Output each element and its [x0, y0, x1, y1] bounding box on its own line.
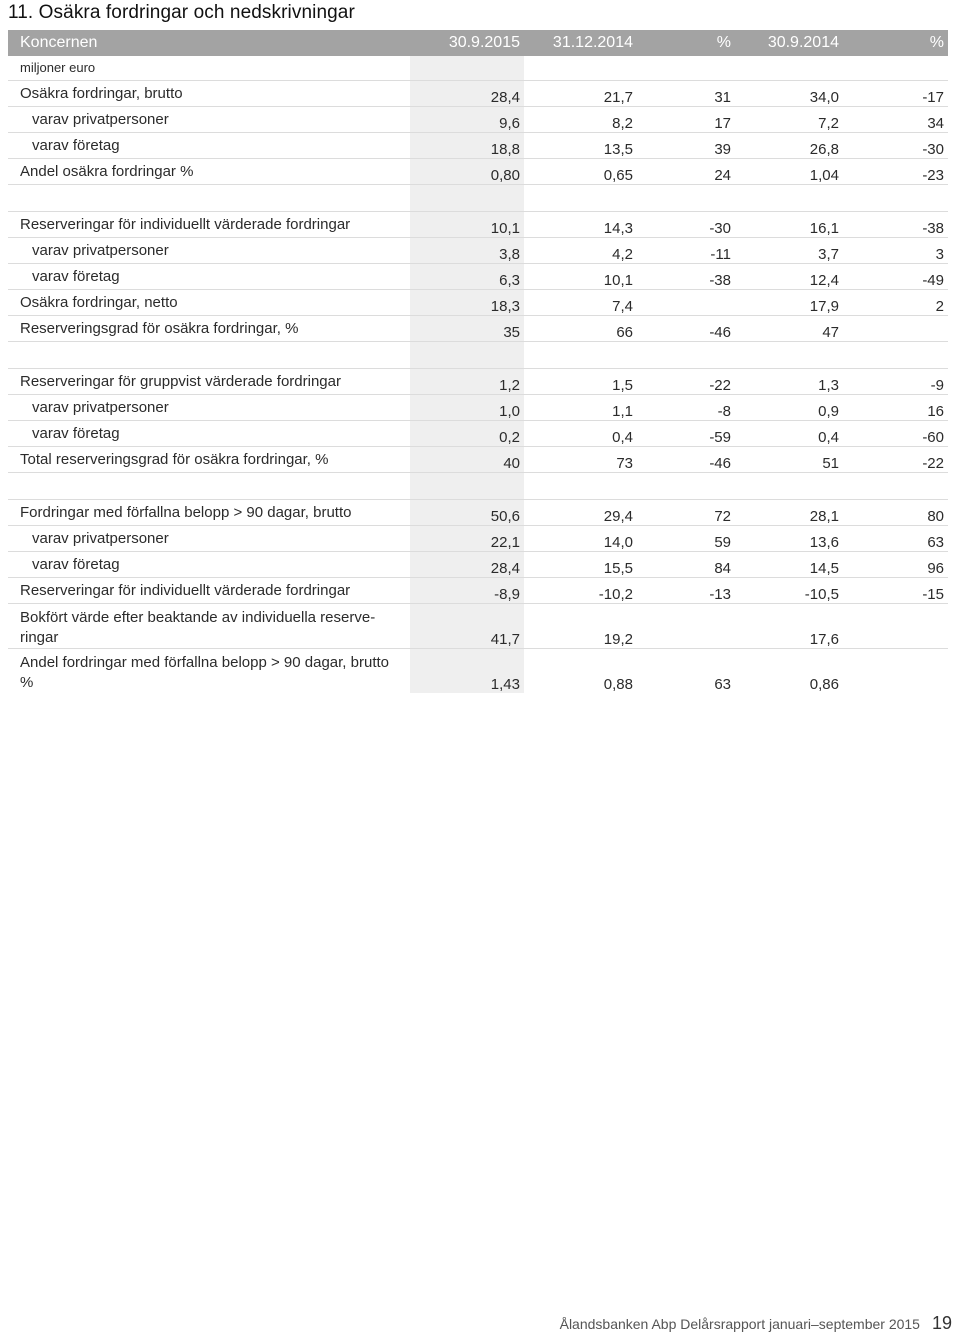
row-label: Reserveringar för individuellt värderade fordringar [8, 212, 410, 238]
row-label: Andel osäkra fordringar % [8, 159, 410, 185]
change-pct-1 [637, 604, 735, 649]
value-2015q3: 6,3 [410, 264, 524, 290]
value-2014q3: 14,5 [735, 552, 843, 578]
change-pct-1: -30 [637, 212, 735, 238]
header-change-pct-1: % [637, 30, 735, 56]
value-2014-year-end: 0,4 [524, 421, 637, 447]
page-title: 11. Osäkra fordringar och nedskrivningar [8, 2, 355, 23]
change-pct-2: 96 [843, 552, 948, 578]
value-2014q3: -10,5 [735, 578, 843, 604]
change-pct-2 [843, 604, 948, 649]
value-2015q3: 3,8 [410, 238, 524, 264]
page-number: 19 [931, 1313, 952, 1333]
value-2015q3: 1,43 [410, 649, 524, 694]
row-label: varav privatpersoner [8, 107, 410, 133]
change-pct-1: -46 [637, 447, 735, 473]
change-pct-2: -9 [843, 369, 948, 395]
change-pct-1: 39 [637, 133, 735, 159]
table-row [8, 447, 948, 473]
table-row [8, 212, 948, 238]
table-row [8, 316, 948, 342]
table-row [8, 107, 948, 133]
change-pct-2: 2 [843, 290, 948, 316]
change-pct-2 [843, 649, 948, 694]
value-2014q3: 1,04 [735, 159, 843, 185]
change-pct-1: 59 [637, 526, 735, 552]
change-pct-2: -49 [843, 264, 948, 290]
header-date-2014-year-end: 31.12.2014 [524, 30, 637, 56]
row-label: varav privatpersoner [8, 526, 410, 552]
value-2014-year-end: 10,1 [524, 264, 637, 290]
change-pct-1: 31 [637, 81, 735, 107]
value-2014q3: 26,8 [735, 133, 843, 159]
change-pct-2: -30 [843, 133, 948, 159]
value-2014-year-end: -10,2 [524, 578, 637, 604]
section-spacer [8, 342, 948, 369]
change-pct-1: 72 [637, 500, 735, 526]
unit-row [8, 56, 948, 81]
change-pct-2: 63 [843, 526, 948, 552]
row-label: Osäkra fordringar, netto [8, 290, 410, 316]
change-pct-2: 3 [843, 238, 948, 264]
value-2014-year-end: 4,2 [524, 238, 637, 264]
change-pct-1: 17 [637, 107, 735, 133]
change-pct-1: 63 [714, 676, 731, 693]
value-2014q3: 13,6 [735, 526, 843, 552]
value-2015q3: 0,2 [410, 421, 524, 447]
row-label: Total reserveringsgrad för osäkra fordringar, % [8, 447, 410, 473]
change-pct-1: 24 [637, 159, 735, 185]
table-row [8, 526, 948, 552]
value-2014q3: 1,3 [735, 369, 843, 395]
table-row [8, 81, 948, 107]
row-label: varav företag [8, 421, 410, 447]
change-pct-1: -22 [637, 369, 735, 395]
value-2014-year-end: 1,1 [524, 395, 637, 421]
value-2015q3: 9,6 [410, 107, 524, 133]
table-row [8, 500, 948, 526]
value-2014-year-end: 14,3 [524, 212, 637, 238]
change-pct-2: -38 [843, 212, 948, 238]
value-2014-year-end: 19,2 [524, 604, 637, 649]
row-label: Reserveringar för individuellt värderade fordringar [8, 578, 410, 604]
value-2014q3: 47 [735, 316, 843, 342]
value-2014-year-end: 29,4 [524, 500, 637, 526]
row-label: varav privatpersoner [8, 395, 410, 421]
value-2015q3: 22,1 [410, 526, 524, 552]
table-row [8, 133, 948, 159]
value-2014q3: 28,1 [735, 500, 843, 526]
table-row [8, 369, 948, 395]
row-label: varav privatpersoner [8, 238, 410, 264]
value-2015q3: 1,0 [410, 395, 524, 421]
value-2014-year-end: 8,2 [524, 107, 637, 133]
table-row [8, 159, 948, 185]
value-2014q3: 0,4 [735, 421, 843, 447]
value-2015q3: 35 [410, 316, 524, 342]
value-2014q3: 17,9 [735, 290, 843, 316]
table-row [8, 421, 948, 447]
value-2015q3: 0,80 [410, 159, 524, 185]
value-2015q3: 40 [410, 447, 524, 473]
row-label: varav företag [8, 133, 410, 159]
value-2014q3: 17,6 [735, 604, 843, 649]
impaired-receivables-table-wrapper [8, 30, 948, 693]
value-2014-year-end: 0,65 [524, 159, 637, 185]
change-pct-2: -60 [843, 421, 948, 447]
value-2014-year-end: 14,0 [524, 526, 637, 552]
row-label: Osäkra fordringar, brutto [8, 81, 410, 107]
value-2014q3: 0,86 [809, 676, 839, 693]
value-2015q3: 41,7 [410, 604, 524, 649]
value-2014-year-end: 21,7 [524, 81, 637, 107]
table-row [8, 649, 948, 694]
table-row [8, 395, 948, 421]
value-2014-year-end: 13,5 [524, 133, 637, 159]
section-spacer [8, 185, 948, 212]
row-label: Andel fordringar med förfallna belopp > 90 dagar, brutto % [20, 654, 389, 691]
value-2015q3: 1,2 [410, 369, 524, 395]
change-pct-1 [637, 290, 735, 316]
page-footer [560, 1313, 952, 1334]
change-pct-2: -22 [843, 447, 948, 473]
change-pct-2: 80 [843, 500, 948, 526]
value-2014-year-end: 1,5 [524, 369, 637, 395]
table-row [8, 290, 948, 316]
row-label: varav företag [8, 552, 410, 578]
table-row [8, 264, 948, 290]
change-pct-2: -15 [843, 578, 948, 604]
unit-label: miljoner euro [8, 56, 410, 81]
row-label: Fordringar med förfallna belopp > 90 dagar, brutto [8, 500, 410, 526]
value-2015q3: 18,3 [410, 290, 524, 316]
value-2015q3: 50,6 [410, 500, 524, 526]
change-pct-2: 16 [843, 395, 948, 421]
value-2014q3: 34,0 [735, 81, 843, 107]
row-label: Reserveringsgrad för osäkra fordringar, % [8, 316, 410, 342]
value-2014q3: 7,2 [735, 107, 843, 133]
value-2014-year-end: 73 [524, 447, 637, 473]
header-group: Koncernen [8, 30, 410, 56]
change-pct-1: 84 [637, 552, 735, 578]
change-pct-2: -17 [843, 81, 948, 107]
change-pct-2: 34 [843, 107, 948, 133]
value-2015q3: 10,1 [410, 212, 524, 238]
change-pct-1: -59 [637, 421, 735, 447]
value-2014q3: 12,4 [735, 264, 843, 290]
value-2014-year-end: 66 [524, 316, 637, 342]
change-pct-1: -8 [637, 395, 735, 421]
table-row [8, 552, 948, 578]
value-2014q3: 0,9 [735, 395, 843, 421]
change-pct-1: -38 [637, 264, 735, 290]
row-label: Reserveringar för gruppvist värderade fordringar [8, 369, 410, 395]
header-date-2015q3: 30.9.2015 [410, 30, 524, 56]
row-label: varav företag [8, 264, 410, 290]
header-date-2014q3: 30.9.2014 [735, 30, 843, 56]
footer-text: Ålandsbanken Abp Delårsrapport januari–september 2015 [559, 1316, 920, 1332]
table-row [8, 578, 948, 604]
header-change-pct-2: % [843, 30, 948, 56]
impaired-receivables-table [8, 30, 948, 693]
value-2015q3: -8,9 [410, 578, 524, 604]
table-row [8, 604, 948, 649]
value-2014-year-end: 15,5 [524, 552, 637, 578]
table-row [8, 238, 948, 264]
value-2014q3: 16,1 [735, 212, 843, 238]
value-2014q3: 51 [735, 447, 843, 473]
value-2015q3: 28,4 [410, 552, 524, 578]
value-2014-year-end: 0,88 [603, 676, 633, 693]
change-pct-2: -23 [843, 159, 948, 185]
section-spacer [8, 473, 948, 500]
value-2015q3: 28,4 [410, 81, 524, 107]
value-2015q3: 18,8 [410, 133, 524, 159]
change-pct-2 [843, 316, 948, 342]
table-header-row [8, 30, 948, 56]
value-2014q3: 3,7 [735, 238, 843, 264]
change-pct-1: -11 [637, 238, 735, 264]
value-2014-year-end: 7,4 [524, 290, 637, 316]
change-pct-1: -13 [637, 578, 735, 604]
change-pct-1: -46 [637, 316, 735, 342]
row-label: Bokfört värde efter beaktande av individuella reserve-ringar [8, 604, 410, 649]
